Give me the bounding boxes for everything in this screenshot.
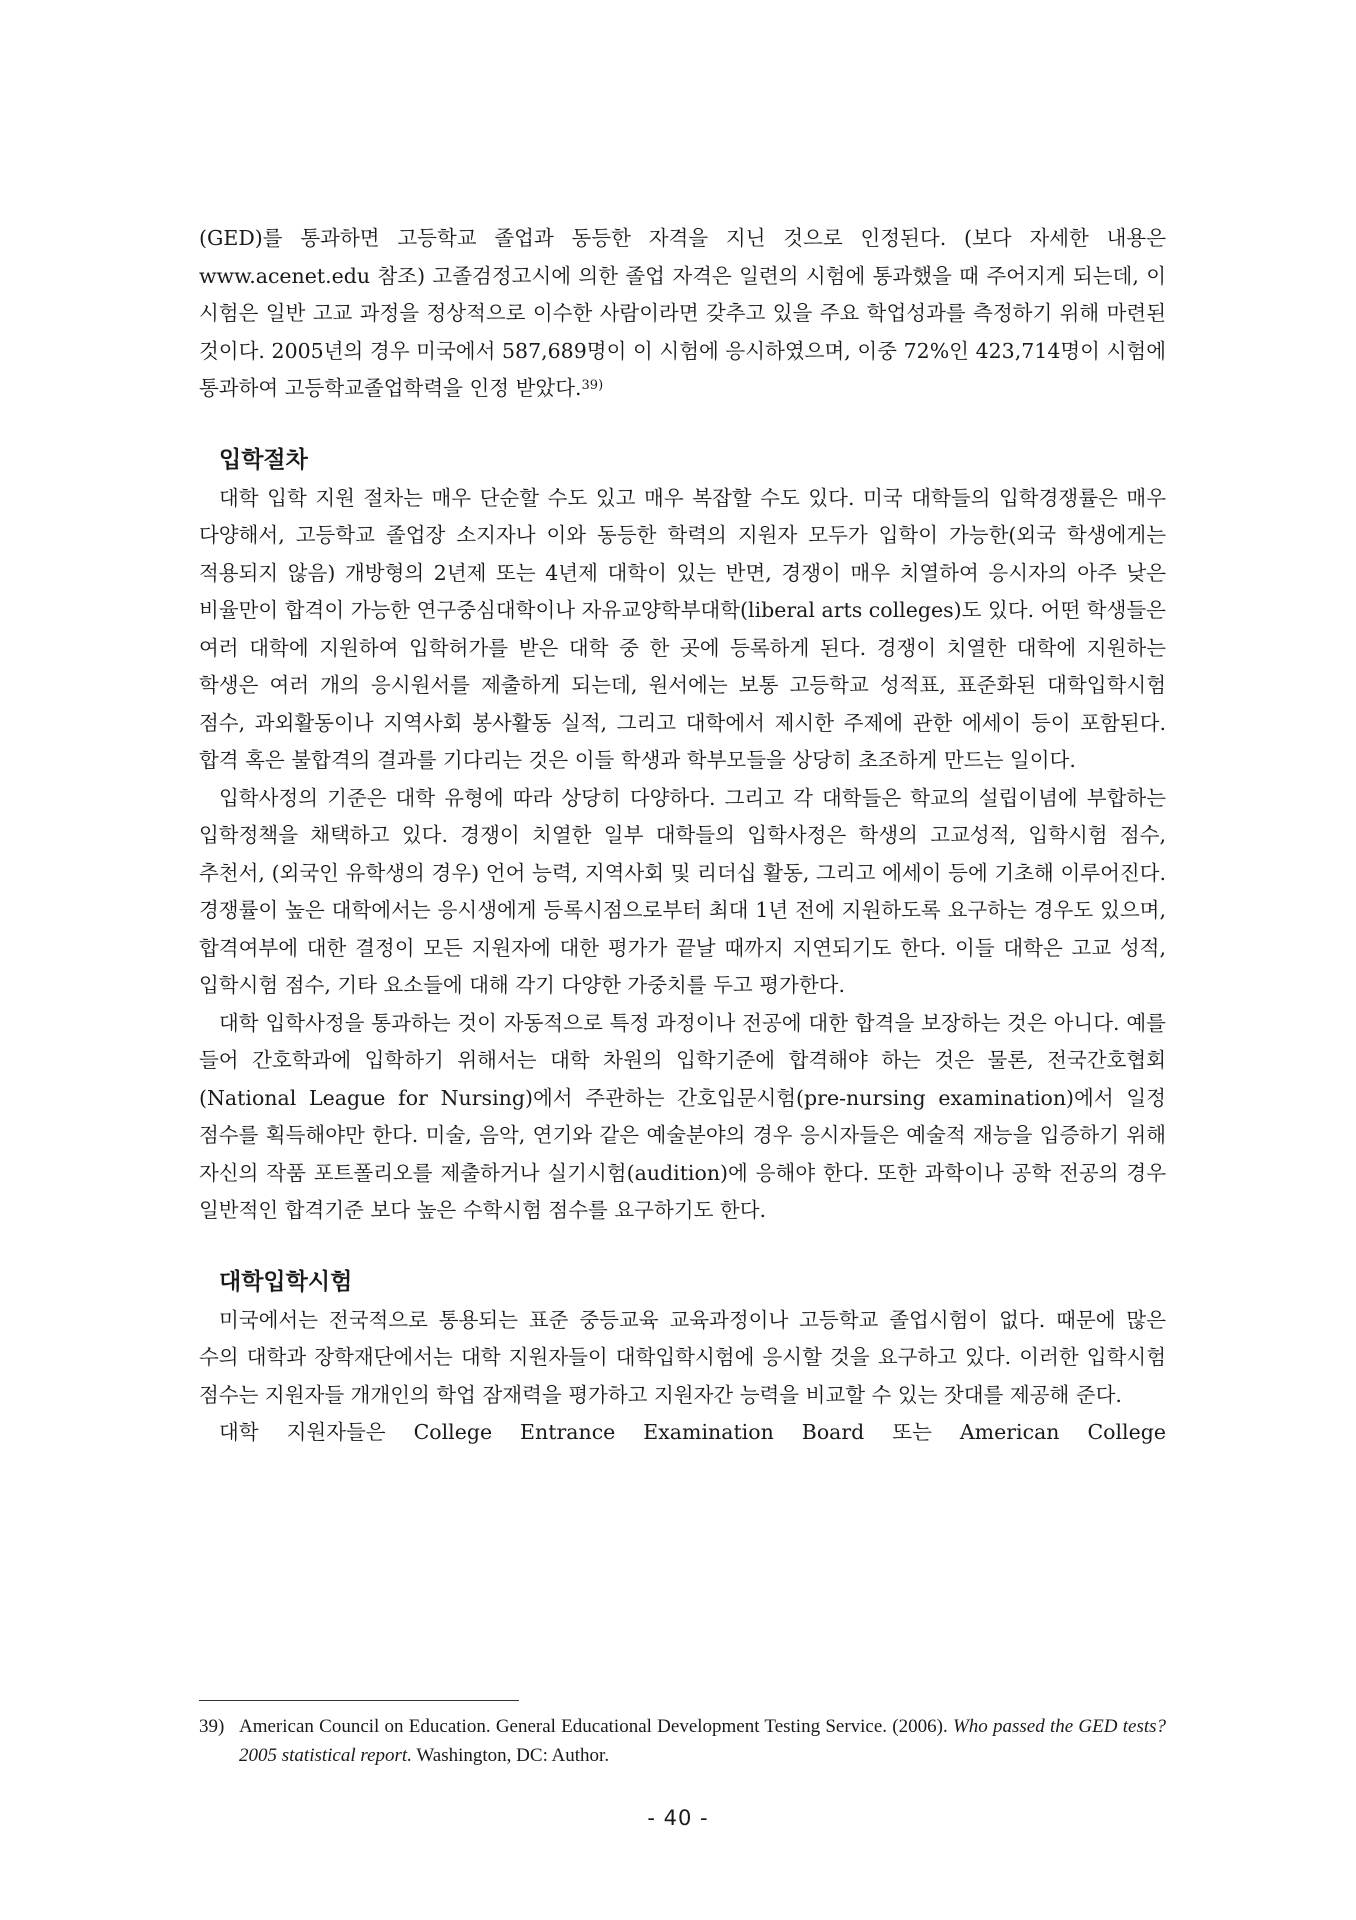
- footnote-divider: [199, 1700, 519, 1701]
- page-body: [199, 220, 1166, 1452]
- section-heading-entrance-exam: 대학입학시험: [219, 1268, 353, 1295]
- footnote-title: Who passed the GED tests? 2005 statistical report.: [239, 1716, 1167, 1766]
- intro-text: (GED)를 통과하면 고등학교 졸업과 동등한 자격을 지닌 것으로 인정된다. (보다 자세한 내용은 www.acenet.edu 참조) 고졸검정고시에 의한 졸업 자격은 일련의 시험에 통과했을 때 주어지게 되는데, 이 시험은 일반 고교 과정을 정상적으로 이수한 사람이라면 갖추고 있을 주요 학업성과를 측정하기 위해 마련된 것이다. 2005년의 경우 미국에서 587,689명이 이 시험에 응시하였으며, 이중 72%인 423,714명이 시험에 통과하여 고등학교졸업학력을 인정 받았다.: [199, 226, 1166, 400]
- paragraph: 대학 입학사정을 통과하는 것이 자동적으로 특정 과정이나 전공에 대한 합격을 보장하는 것은 아니다. 예를 들어 간호학과에 입학하기 위해서는 대학 차원의 입학기준에 합격해야 하는 것은 물론, 전국간호협회(National League for Nursing)에서 주관하는 간호입문시험(pre-nursing examination)에서 일정 점수를 획득해야만 한다. 미술, 음악, 연기와 같은 예술분야의 경우 응시자들은 예술적 재능을 입증하기 위해 자신의 작품 포트폴리오를 제출하거나 실기시험(audition)에 응해야 한다. 또한 과학이나 공학 전공의 경우 일반적인 합격기준 보다 높은 수학시험 점수를 요구하기도 한다.: [199, 1010, 1166, 1222]
- footnote-publisher: Washington, DC: Author.: [416, 1745, 610, 1766]
- paragraph: 대학 입학 지원 절차는 매우 단순할 수도 있고 매우 복잡할 수도 있다. 미국 대학들의 입학경쟁률은 매우 다양해서, 고등학교 졸업장 소지자나 이와 동등한 학력의 지원자 모두가 입학이 가능한(외국 학생에게는 적용되지 않음) 개방형의 2년제 또는 4년제 대학이 있는 반면, 경쟁이 매우 치열하여 응시자의 아주 낮은 비율만이 합격이 가능한 연구중심대학이나 자유교양학부대학(liberal arts colleges)도 있다. 어떤 학생들은 여러 대학에 지원하여 입학허가를 받은 대학 중 한 곳에 등록하게 된다. 경쟁이 치열한 대학에 지원하는 학생은 여러 개의 응시원서를 제출하게 되는데, 원서에는 보통 고등학교 성적표, 표준화된 대학입학시험 점수, 과외활동이나 지역사회 봉사활동 실적, 그리고 대학에서 제시한 주제에 관한 에세이 등이 포함된다. 합격 혹은 불합격의 결과를 기다리는 것은 이들 학생과 학부모들을 상당히 초조하게 만드는 일이다.: [199, 485, 1166, 772]
- paragraph: 미국에서는 전국적으로 통용되는 표준 중등교육 교육과정이나 고등학교 졸업시험이 없다. 때문에 많은 수의 대학과 장학재단에서는 대학 지원자들이 대학입학시험에 응시할 것을 요구하고 있다. 이러한 입학시험 점수는 지원자들 개개인의 학업 잠재력을 평가하고 지원자간 능력을 비교할 수 있는 잣대를 제공해 준다.: [199, 1307, 1166, 1407]
- paragraph: 입학사정의 기준은 대학 유형에 따라 상당히 다양하다. 그리고 각 대학들은 학교의 설립이념에 부합하는 입학정책을 채택하고 있다. 경쟁이 치열한 일부 대학들의 입학사정은 학생의 고교성적, 입학시험 점수, 추천서, (외국인 유학생의 경우) 언어 능력, 지역사회 및 리더십 활동, 그리고 에세이 등에 기초해 이루어진다. 경쟁률이 높은 대학에서는 응시생에게 등록시점으로부터 최대 1년 전에 지원하도록 요구하는 경우도 있으며, 합격여부에 대한 결정이 모든 지원자에 대한 평가가 끝날 때까지 지연되기도 한다. 이들 대학은 고교 성적, 입학시험 점수, 기타 요소들에 대해 각기 다양한 가중치를 두고 평가한다.: [199, 785, 1166, 997]
- footnote: [199, 1712, 1166, 1770]
- footnote-reference: 39): [581, 378, 604, 393]
- intro-paragraph: [199, 220, 1166, 408]
- footnote-text: American Council on Education. General Educational Development Testing Service. (2006).: [239, 1716, 948, 1737]
- footnote-number: 39): [199, 1716, 225, 1737]
- paragraph: 대학 지원자들은 College Entrance Examination Board 또는 American College: [219, 1420, 1166, 1444]
- section-heading-admission-procedure: 입학절차: [219, 446, 308, 473]
- page-number: - 40 -: [647, 1806, 709, 1830]
